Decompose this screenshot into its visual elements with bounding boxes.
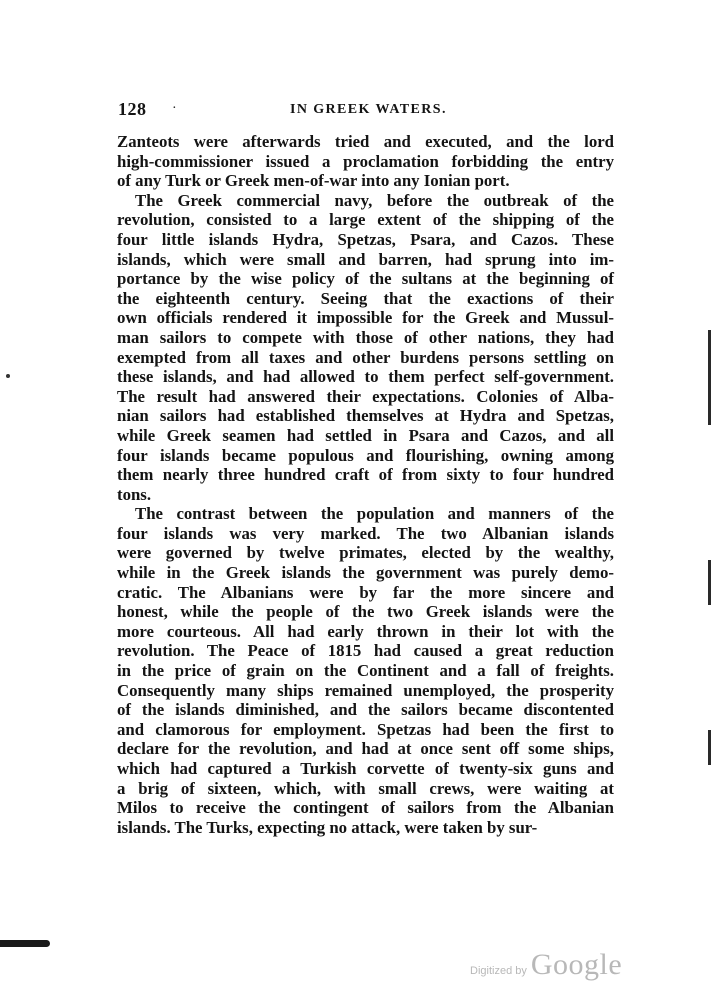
- text-line: revolution. The Peace of 1815 had caused a great reduction: [117, 641, 614, 661]
- margin-rule: [708, 730, 711, 765]
- text-line: exempted from all taxes and other burdens persons settling on: [117, 347, 614, 367]
- text-line: more courteous. All had early thrown in their lot with the: [117, 621, 614, 641]
- scan-edge-mark: [0, 940, 50, 947]
- text-line: nian sailors had established themselves at Hydra and Spetzas,: [117, 406, 614, 426]
- text-line: tons.: [117, 484, 152, 504]
- text-line: of the islands diminished, and the sailors became discontented: [117, 700, 614, 720]
- page-number: 128: [118, 99, 147, 119]
- text-line: man sailors to compete with those of other nations, they had: [117, 327, 614, 347]
- text-line: revolution, consisted to a large extent of the shipping of the: [117, 210, 614, 230]
- paragraph: [117, 504, 614, 837]
- text-line: honest, while the people of the two Greek islands were the: [117, 602, 614, 622]
- text-line: of any Turk or Greek men-of-war into any Ionian port.: [117, 171, 510, 191]
- text-line: The contrast between the population and manners of the: [135, 504, 614, 524]
- margin-rule: [708, 330, 711, 425]
- text-line: islands. The Turks, expecting no attack, were taken by sur-: [117, 817, 538, 837]
- text-line: The Greek commercial navy, before the outbreak of the: [135, 190, 614, 210]
- watermark-brand: Google: [530, 948, 623, 981]
- text-line: islands, which were small and barren, had sprung into im-: [117, 249, 614, 269]
- text-line: a brig of sixteen, which, with small crews, were waiting at: [117, 778, 614, 798]
- text-line: declare for the revolution, and had at once sent off some ships,: [117, 739, 614, 759]
- text-line: high-commissioner issued a proclamation forbidding the entry: [117, 151, 614, 171]
- text-line: four little islands Hydra, Spetzas, Psara, and Cazos. These: [117, 229, 614, 249]
- text-line: and clamorous for employment. Spetzas had been the first to: [117, 719, 614, 739]
- text-line: while Greek seamen had settled in Psara and Cazos, and all: [117, 425, 614, 445]
- digitized-watermark: [470, 948, 622, 982]
- text-line: four islands became populous and flourishing, owning among: [117, 445, 614, 465]
- text-line: which had captured a Turkish corvette of twenty-six guns and: [117, 759, 614, 778]
- text-line: the eighteenth century. Seeing that the exactions of their: [117, 288, 614, 308]
- margin-rule: [708, 560, 711, 605]
- text-line: The result had answered their expectations. Colonies of Alba-: [117, 386, 614, 406]
- text-line: while in the Greek islands the government was purely demo-: [117, 563, 614, 583]
- text-line: them nearly three hundred craft of from sixty to four hundred: [117, 465, 614, 485]
- header-dot: ·: [172, 101, 177, 116]
- text-line: Milos to receive the contingent of sailors from the Albanian: [117, 798, 614, 818]
- text-line: in the price of grain on the Continent and a fall of freights.: [117, 661, 614, 681]
- text-line: these islands, and had allowed to them perfect self-government.: [117, 367, 614, 387]
- running-head: IN GREEK WATERS.: [290, 102, 447, 117]
- text-line: own officials rendered it impossible for the Greek and Mussul-: [117, 308, 614, 328]
- body-text: [117, 132, 614, 837]
- text-line: were governed by twelve primates, elected by the wealthy,: [117, 543, 614, 563]
- text-line: Zanteots were afterwards tried and executed, and the lord: [117, 132, 614, 151]
- text-line: four islands was very marked. The two Albanian islands: [117, 523, 614, 543]
- paragraph: [117, 191, 614, 505]
- paragraph: [117, 132, 614, 191]
- watermark-prefix: Digitized by: [470, 965, 527, 977]
- text-line: portance by the wise policy of the sultans at the beginning of: [117, 269, 614, 289]
- scan-speck: [6, 374, 10, 378]
- text-line: Consequently many ships remained unemployed, the prosperity: [117, 680, 614, 700]
- text-line: cratic. The Albanians were by far the more sincere and: [117, 582, 614, 602]
